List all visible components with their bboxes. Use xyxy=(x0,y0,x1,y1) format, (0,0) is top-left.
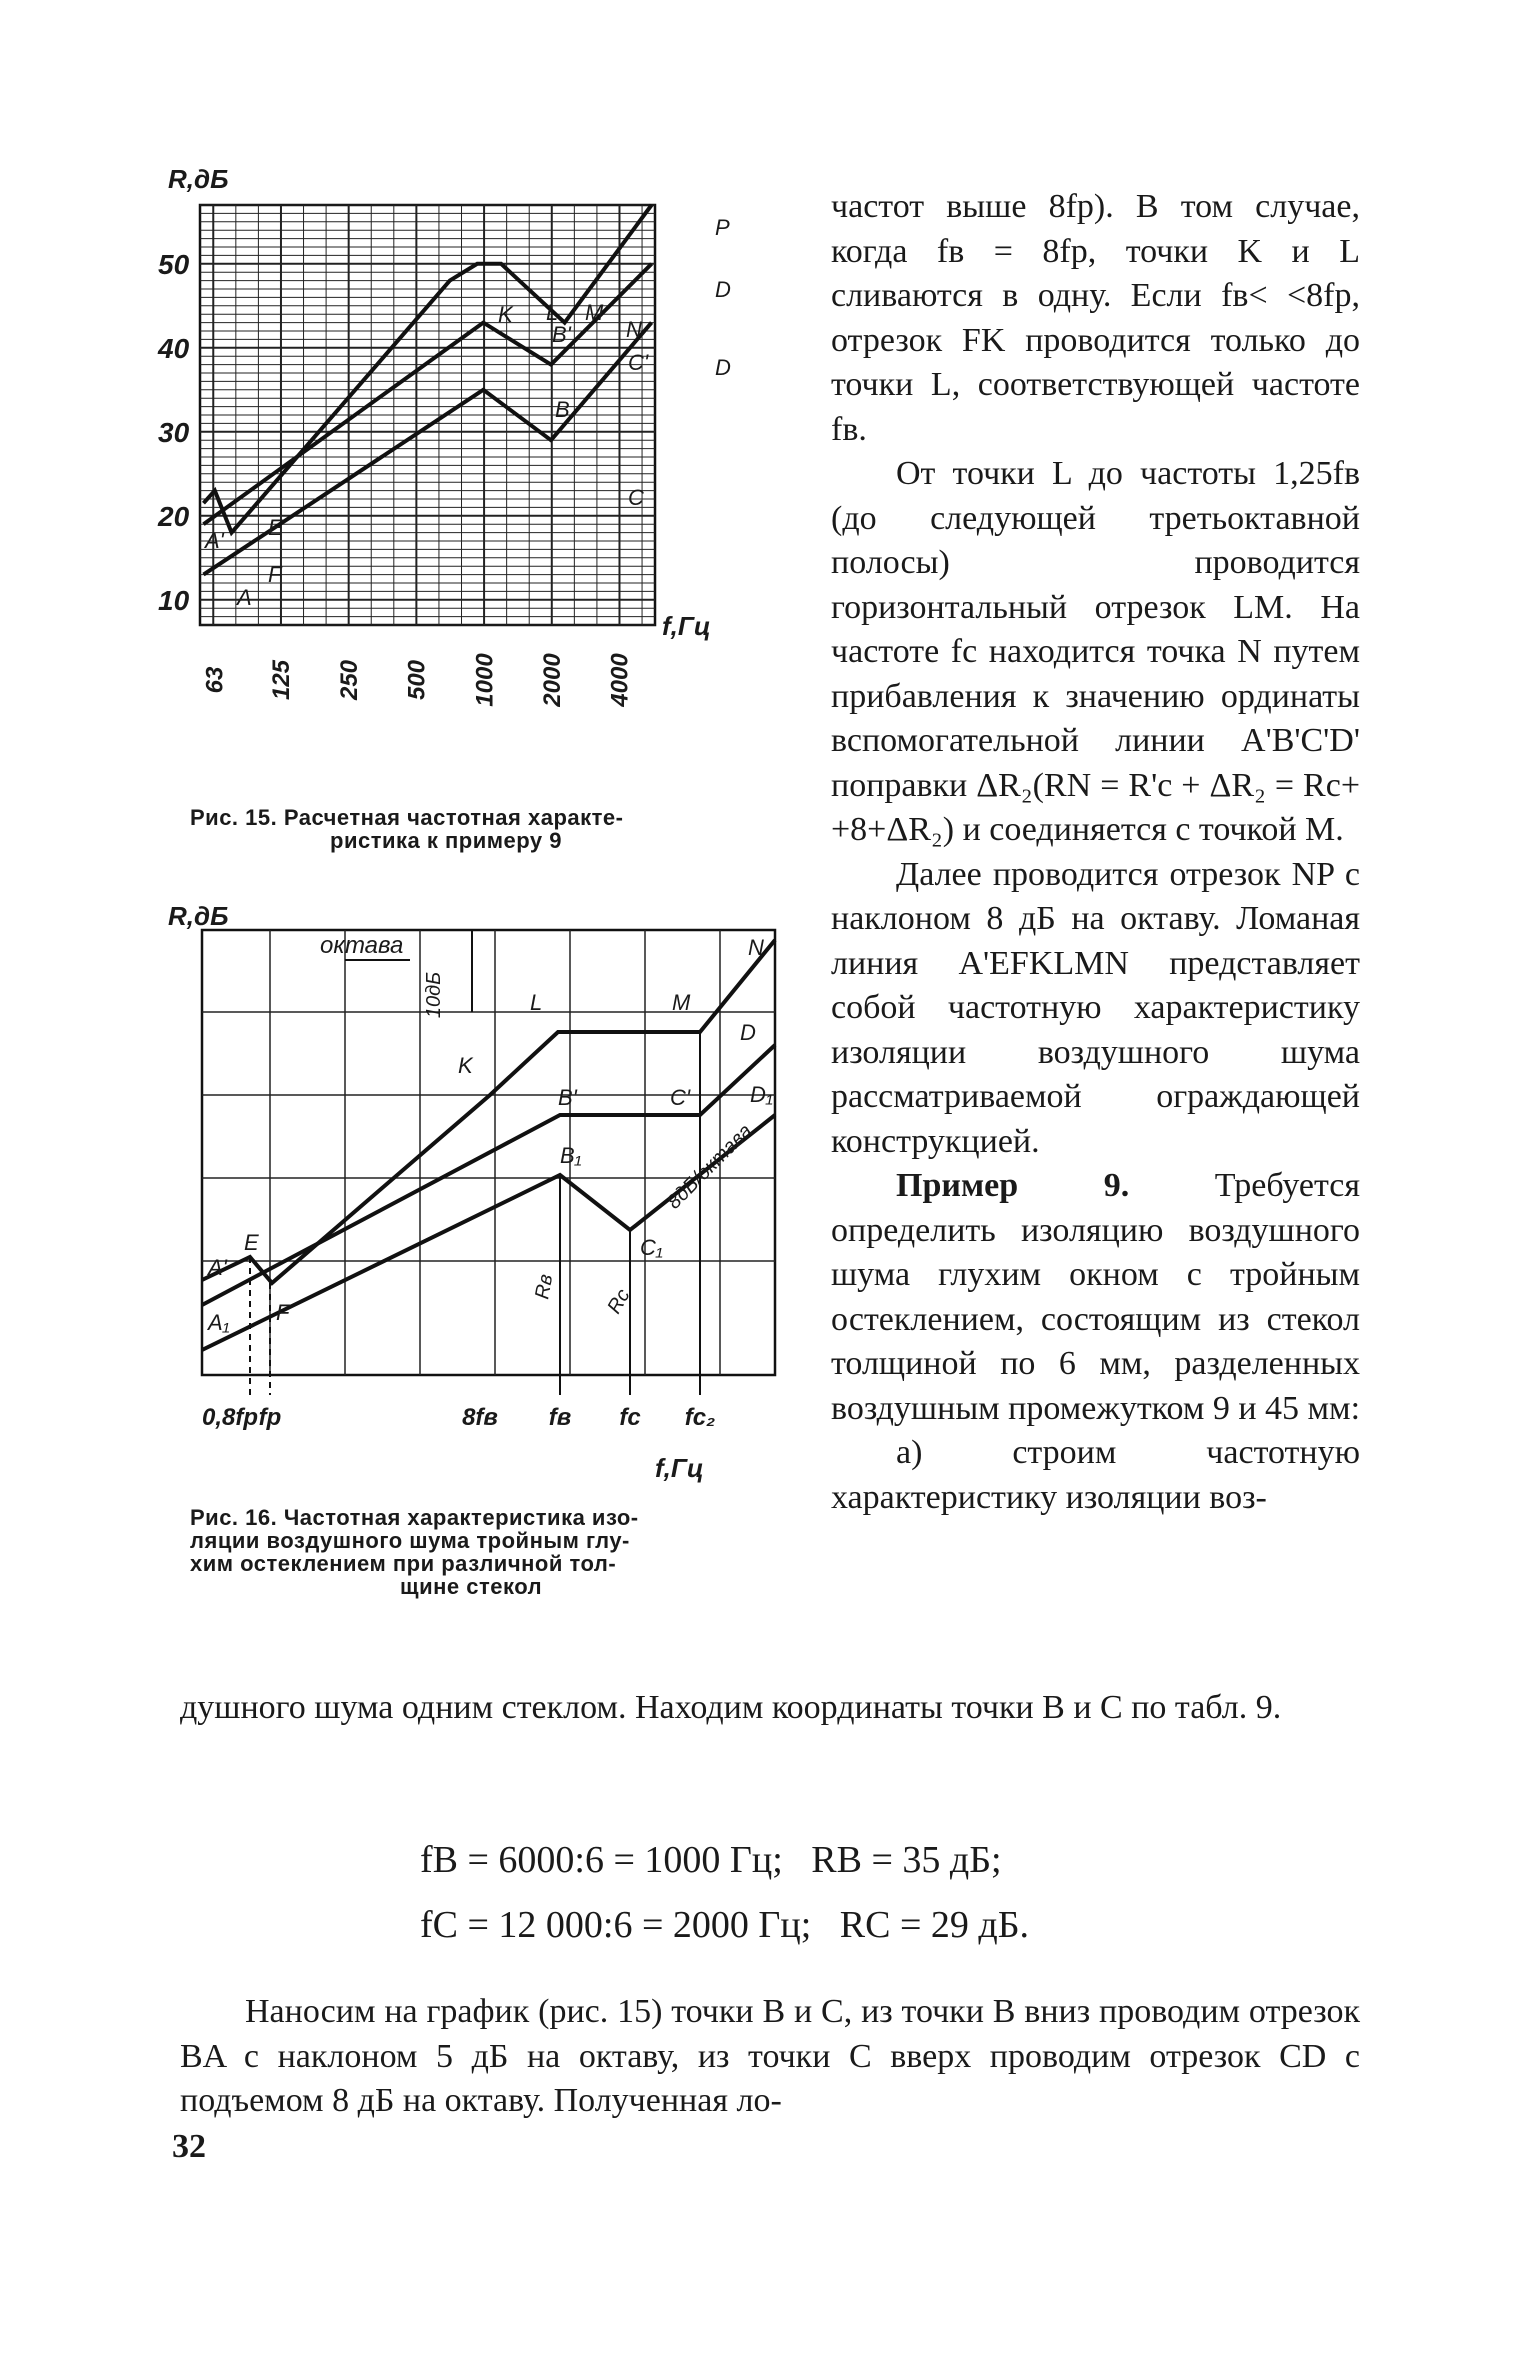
figure-15-x-tick-label: 2000 xyxy=(539,653,567,707)
figure-15-y-tick-label: 40 xyxy=(158,332,190,364)
figure-15-point-label: C' xyxy=(628,350,649,375)
figure-16-x-tick-label: fв xyxy=(548,1404,572,1431)
figure-15-x-tick-label: 500 xyxy=(403,659,431,701)
paragraph-5-continued: душного шума одним стеклом. Находим координаты точки B и C по табл. 9. xyxy=(180,1689,1282,1726)
formula-fc: fC = 12 000:6 = 2000 Гц; RC = 29 дБ. xyxy=(420,1904,1030,1946)
figure-16-caption xyxy=(190,1506,770,1598)
figure-15-y-tick-label: 10 xyxy=(158,584,190,616)
figure-15-point-label: P xyxy=(715,215,730,240)
figure-15-point-label: N xyxy=(626,317,642,342)
figure-16-x-tick-label: fс xyxy=(619,1404,641,1431)
paragraph-example-9 xyxy=(831,1164,1360,1431)
figure-15-point-label: B' xyxy=(552,322,571,347)
figure-15-point-label: L xyxy=(546,300,559,325)
figure-16-point-label: C' xyxy=(670,1085,691,1110)
figure-15-y-tick-label: 20 xyxy=(158,500,190,532)
figure-15-point-label: C xyxy=(628,485,644,510)
figure-15-caption-line2: ристика к примеру 9 xyxy=(330,828,562,853)
figure-16-y-axis-label: R,дБ xyxy=(168,901,229,931)
example-9-lead: Пример 9. xyxy=(896,1167,1130,1204)
figure-16-point-label: B₁ xyxy=(560,1143,582,1168)
figure-16-caption-line3: хим остеклением при различной тол- xyxy=(190,1551,617,1576)
figure-16-point-label: M xyxy=(672,990,691,1015)
figure-16-point-label: L xyxy=(530,990,543,1015)
page-number: 32 xyxy=(172,2128,206,2165)
figure-16-point-label: D xyxy=(740,1020,756,1045)
figure-15-point-label: K xyxy=(498,302,513,327)
figure-16-point-label: D₁ xyxy=(750,1082,773,1107)
formula-fb: fB = 6000:6 = 1000 Гц; RB = 35 дБ; xyxy=(420,1839,1002,1881)
figure-16-slope-label: 8дБ/октава xyxy=(662,1120,757,1214)
figure-15-x-tick-label: 4000 xyxy=(606,653,634,707)
figure-16-caption-line1: Рис. 16. Частотная характеристика изо- xyxy=(190,1505,639,1530)
figure-16-point-label: E xyxy=(244,1230,259,1255)
figure-16-caption-line2: ляции воздушного шума тройным глу- xyxy=(190,1528,630,1553)
figure-15-series-0 xyxy=(203,205,651,533)
paragraph-2: От точки L до частоты 1,25fв (до следующей третьоктавной полосы) проводится горизонтальный отрезок LM. На частоте fс находится точка N путем прибавления к значению ординаты вспомогательной линии A'B'C'D' поправки ΔR₂(RN = R'с + ΔR₂ = Rс+ +8+ΔR₂) и соединяется с точкой M. xyxy=(831,455,1360,848)
figure-16-rb-label: Rв xyxy=(531,1272,558,1301)
figure-16-x-tick-label: fс₂ xyxy=(684,1404,716,1431)
paragraph-6: Наносим на график (рис. 15) точки B и C, из точки B вниз проводим отрезок BA с наклоном 5 дБ на октаву, из точки C вверх проводим отрезок CD с подъемом 8 дБ на октаву. Полученная ло- xyxy=(180,1993,1360,2119)
figure-15-caption xyxy=(190,806,770,852)
figure-15-caption-line1: Рис. 15. Расчетная частотная характе- xyxy=(190,805,624,830)
figure-15-x-axis-label: f,Гц xyxy=(662,611,711,641)
figure-15-chart xyxy=(150,160,790,810)
figure-16-rc-label: Rс xyxy=(603,1285,635,1318)
figure-16-x-tick-label: fр xyxy=(258,1404,282,1431)
figure-15-point-label: B xyxy=(555,397,570,422)
figure-15-y-tick-label: 50 xyxy=(158,248,190,280)
figure-16-point-label: B' xyxy=(558,1085,577,1110)
figure-16-point-label: F xyxy=(276,1300,290,1325)
paragraph-1: частот выше 8fр). В том случае, когда fв = 8fр, точки K и L сливаются в одну. Если fв< <8fр, отрезок FK проводится только до точки L, соответствующей частоте fв. xyxy=(831,188,1360,448)
paragraph-5-start: а) строим частотную характеристику изоляции воз- xyxy=(831,1434,1360,1516)
figure-15-point-label: A' xyxy=(205,528,224,553)
figure-16-point-label: A' xyxy=(208,1255,227,1280)
example-9-body: Требуется определить изоляцию воздушного шума глухим окном с тройным остеклением, состоящим из стекол толщиной по 6 мм, разделенных воздушным промежутком 9 и 45 мм: xyxy=(831,1167,1361,1427)
figure-16-point-label: K xyxy=(458,1053,473,1078)
figure-15-y-axis-label: R,дБ xyxy=(168,164,229,194)
figure-15-point-label: D xyxy=(715,277,731,302)
figure-16 xyxy=(150,895,790,1490)
figure-16-point-label: C₁ xyxy=(640,1235,663,1260)
figure-16-point-label: N xyxy=(748,935,764,960)
figure-16-caption-line4: щине стекол xyxy=(400,1574,543,1599)
paragraph-3: Далее проводится отрезок NP с наклоном 8 дБ на октаву. Ломаная линия A'EFKLMN представляет собой частотную характеристику изоляции воздушного шума рассматриваемой ограждающей конструкцией. xyxy=(831,855,1360,1160)
right-column-text xyxy=(831,185,1360,1520)
figure-15-x-tick-label: 63 xyxy=(201,666,229,694)
figure-16-x-tick-label: 8fв xyxy=(462,1404,498,1431)
figure-16-point-label: A₁ xyxy=(208,1310,230,1335)
figure-15-x-tick-label: 125 xyxy=(268,659,296,701)
figure-15-point-label: D xyxy=(715,355,731,380)
figure-16-10db-label: 10дБ xyxy=(423,971,445,1019)
figure-15-point-label: M xyxy=(585,300,604,325)
figure-16-octave-label: октава xyxy=(320,932,404,959)
figure-15-point-label: F xyxy=(268,562,282,587)
figure-15-point-label: E xyxy=(268,515,283,540)
figure-15 xyxy=(150,160,790,815)
figure-15-point-label: A xyxy=(237,585,252,610)
figure-16-x-tick-label: 0,8fр xyxy=(201,1404,259,1431)
figure-15-x-tick-label: 250 xyxy=(335,659,363,701)
figure-16-chart xyxy=(150,895,790,1485)
figure-16-x-axis-label: f,Гц xyxy=(655,1453,704,1483)
figure-15-x-tick-label: 1000 xyxy=(471,653,499,707)
figure-15-y-tick-label: 30 xyxy=(158,416,190,448)
